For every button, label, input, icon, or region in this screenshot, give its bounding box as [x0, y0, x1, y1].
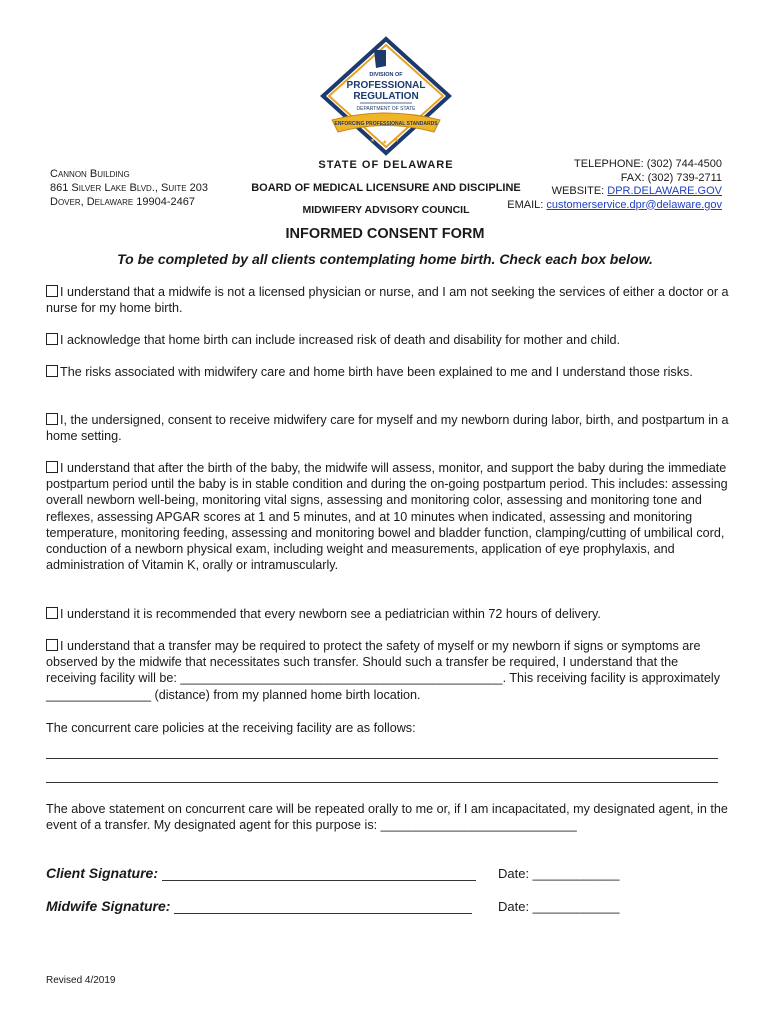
revision-date: Revised 4/2019 — [46, 975, 116, 986]
consent-item-1 — [46, 284, 730, 316]
svg-text:★: ★ — [370, 138, 376, 144]
consent-text-1: I understand that a midwife is not a licensed physician or nurse, and I am not seeking the services of either a doctor or a nurse for my home birth. — [46, 285, 729, 316]
website-link[interactable]: DPR.DELAWARE.GOV — [607, 185, 722, 197]
consent-text-4: I, the undersigned, consent to receive midwifery care for myself and my newborn during labor, birth, and postpartum in a home setting. — [46, 413, 729, 444]
midwife-signature-row — [46, 898, 472, 914]
email-label: EMAIL: — [507, 198, 547, 211]
checkbox-3[interactable] — [46, 365, 58, 377]
client-date[interactable]: Date: ____________ — [498, 866, 620, 881]
concurrent-care-line-2[interactable] — [46, 782, 718, 783]
checkbox-2[interactable] — [46, 333, 58, 345]
office-address — [50, 167, 208, 209]
website-label: WEBSITE: — [551, 185, 608, 197]
address-line3: Dover, Delaware 19904-2467 — [50, 196, 195, 208]
consent-item-6 — [46, 606, 730, 622]
midwife-date[interactable]: Date: ____________ — [498, 899, 620, 914]
svg-text:★: ★ — [394, 138, 400, 144]
checkbox-5[interactable] — [46, 461, 58, 473]
board-name: BOARD OF MEDICAL LICENSURE AND DISCIPLINE — [251, 182, 521, 194]
logo-banner: ENFORCING PROFESSIONAL STANDARDS — [334, 121, 438, 127]
website-row — [507, 185, 722, 199]
checkbox-7[interactable] — [46, 639, 58, 651]
client-signature-field[interactable] — [162, 867, 476, 881]
form-title: INFORMED CONSENT FORM — [285, 226, 485, 242]
address-line1: Cannon Building — [50, 168, 130, 180]
form-instructions: To be completed by all clients contemplating home birth. Check each box below. — [117, 251, 653, 267]
council-name: MIDWIFERY ADVISORY COUNCIL — [302, 204, 470, 216]
consent-text-5: I understand that after the birth of the baby, the midwife will assess, monitor, and support the baby during the immediate postpartum period until the baby is in stable condition and during the on-going postpartum period. This includes: assessing overall newborn well-being, monitoring vital signs, assessing and monitoring color, assessing and monitoring tone and reflexes, assessing APGAR scores at 1 and 5 minutes, and at 10 minutes when indicated, assessing and monitoring temperature, monitoring feeding, assessing and monitoring bowel and bladder function, clamping/cutting of umbilical cord, conduction of a newborn physical exam, including weight and measurements, application of eye prophylaxis, and administration of Vitamin K, orally or intramuscularly. — [46, 461, 728, 573]
client-signature-label: Client Signature — [46, 865, 154, 881]
concurrent-care-label: The concurrent care policies at the receiving facility are as follows: — [46, 721, 416, 735]
state-name: STATE OF DELAWARE — [318, 159, 454, 171]
consent-item-4 — [46, 412, 730, 444]
concurrent-care-line-1[interactable] — [46, 758, 718, 759]
logo-line4: DEPARTMENT OF STATE — [356, 106, 416, 112]
email-link[interactable]: customerservice.dpr@delaware.gov — [546, 198, 722, 211]
svg-text:★: ★ — [382, 140, 388, 146]
consent-item-2 — [46, 332, 730, 348]
designated-agent-statement: The above statement on concurrent care will be repeated orally to me or, if I am incapacitated, my designated agent, in the event of a transfer. My designated agent for this purpose is: ____________________________ — [46, 802, 728, 833]
agency-heading — [236, 157, 536, 216]
consent-text-6: I understand it is recommended that every newborn see a pediatrician within 72 hours of delivery. — [60, 607, 601, 621]
contact-info — [507, 158, 722, 212]
consent-text-3: The risks associated with midwifery care and home birth have been explained to me and I understand those risks. — [60, 365, 693, 379]
checkbox-1[interactable] — [46, 285, 58, 297]
logo-line2: PROFESSIONAL — [346, 80, 426, 91]
division-of-professional-regulation-logo — [318, 36, 454, 162]
address-line2: 861 Silver Lake Blvd., Suite 203 — [50, 182, 208, 194]
consent-text-2: I acknowledge that home birth can include increased risk of death and disability for mother and child. — [60, 333, 621, 347]
midwife-signature-colon: : — [165, 898, 171, 914]
midwife-signature-label: Midwife Signature — [46, 898, 166, 914]
client-signature-colon: : — [153, 865, 159, 881]
checkbox-6[interactable] — [46, 607, 58, 619]
fax: FAX: (302) 739-2711 — [620, 171, 722, 184]
telephone: TELEPHONE: (302) 744-4500 — [574, 158, 722, 170]
client-signature-row — [46, 865, 476, 881]
email-row — [507, 199, 722, 213]
consent-item-3 — [46, 364, 730, 380]
midwife-signature-field[interactable] — [174, 900, 472, 914]
consent-item-5 — [46, 460, 730, 573]
consent-item-7 — [46, 638, 730, 703]
logo-line3: REGULATION — [353, 91, 419, 102]
consent-text-7: I understand that a transfer may be required to protect the safety of myself or my newborn if signs or symptoms are observed by the midwife that necessitates such transfer. Should such a transfer be required, I understand that the receiving facility will be: ______________________________________________. This receiving facility is approximately _______________ (distance) from my planned home birth location. — [46, 639, 721, 702]
checkbox-4[interactable] — [46, 413, 58, 425]
logo-line1: DIVISION OF — [369, 72, 403, 78]
